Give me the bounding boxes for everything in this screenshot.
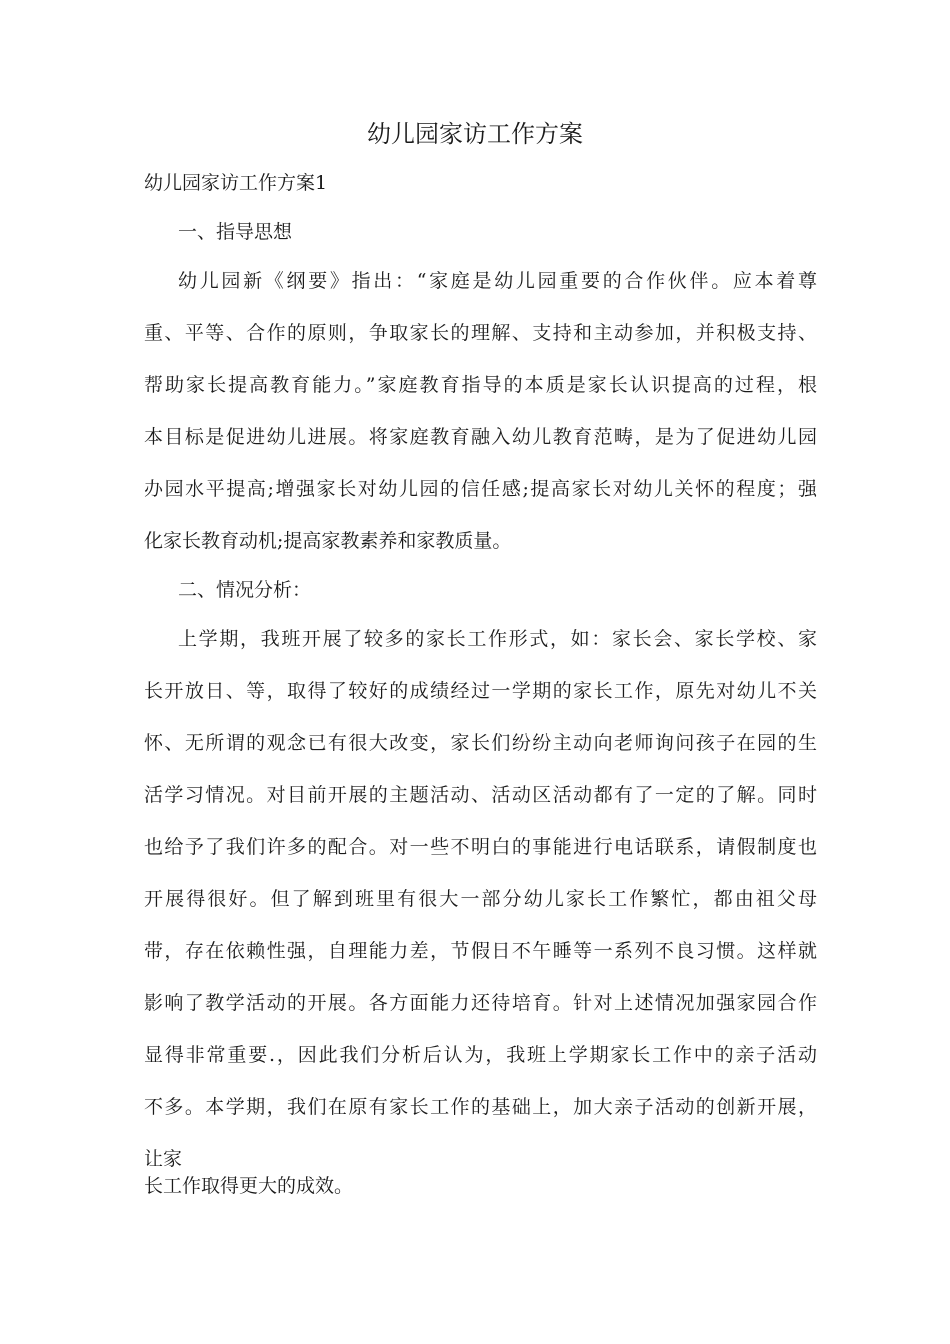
paragraph-line: 怀、无所谓的观念已有很大改变，家长们纷纷主动向老师询问孩子在园的生 (144, 732, 817, 754)
paragraph-line: 显得非常重要.，因此我们分析后认为，我班上学期家长工作中的亲子活动 (144, 1044, 817, 1066)
paragraph-line: 长工作取得更大的成效。 (144, 1175, 354, 1197)
paragraph-line: 重、平等、合作的原则，争取家长的理解、支持和主动参加，并积极支持、 (144, 322, 817, 344)
paragraph-line: 不多。本学期，我们在原有家长工作的基础上，加大亲子活动的创新开展， (144, 1096, 817, 1118)
paragraph-line: 办园水平提高;增强家长对幼儿园的信任感;提高家长对幼儿关怀的程度；强 (144, 478, 817, 500)
paragraph-line: 化家长教育动机;提高家教素养和家教质量。 (144, 530, 512, 552)
paragraph-line: 长开放日、等，取得了较好的成绩经过一学期的家长工作，原先对幼儿不关 (144, 680, 817, 702)
section-heading-guiding-thought: 一、指导思想 (178, 221, 293, 243)
paragraph-line: 帮助家长提高教育能力。”家庭教育指导的本质是家长认识提高的过程，根 (144, 374, 817, 396)
paragraph-line: 上学期，我班开展了较多的家长工作形式，如：家长会、家长学校、家 (178, 628, 817, 650)
paragraph-line: 幼儿园新《纲要》指出：“家庭是幼儿园重要的合作伙伴。应本着尊 (178, 270, 817, 292)
paragraph-line: 也给予了我们许多的配合。对一些不明白的事能进行电话联系，请假制度也 (144, 836, 817, 858)
section-heading-situation-analysis: 二、情况分析： (178, 579, 312, 601)
paragraph-line: 开展得很好。但了解到班里有很大一部分幼儿家长工作繁忙，都由祖父母 (144, 888, 817, 910)
document-title: 幼儿园家访工作方案 (367, 120, 583, 148)
document-subtitle: 幼儿园家访工作方案1 (144, 172, 328, 194)
paragraph-line: 本目标是促进幼儿进展。将家庭教育融入幼儿教育范畴，是为了促进幼儿园 (144, 426, 817, 448)
paragraph-line: 带，存在依赖性强，自理能力差，节假日不午睡等一系列不良习惯。这样就 (144, 940, 817, 962)
paragraph-line: 活学习情况。对目前开展的主题活动、活动区活动都有了一定的了解。同时 (144, 784, 817, 806)
paragraph-line: 让家 (144, 1148, 183, 1170)
paragraph-line: 影响了教学活动的开展。各方面能力还待培育。针对上述情况加强家园合作 (144, 992, 817, 1014)
